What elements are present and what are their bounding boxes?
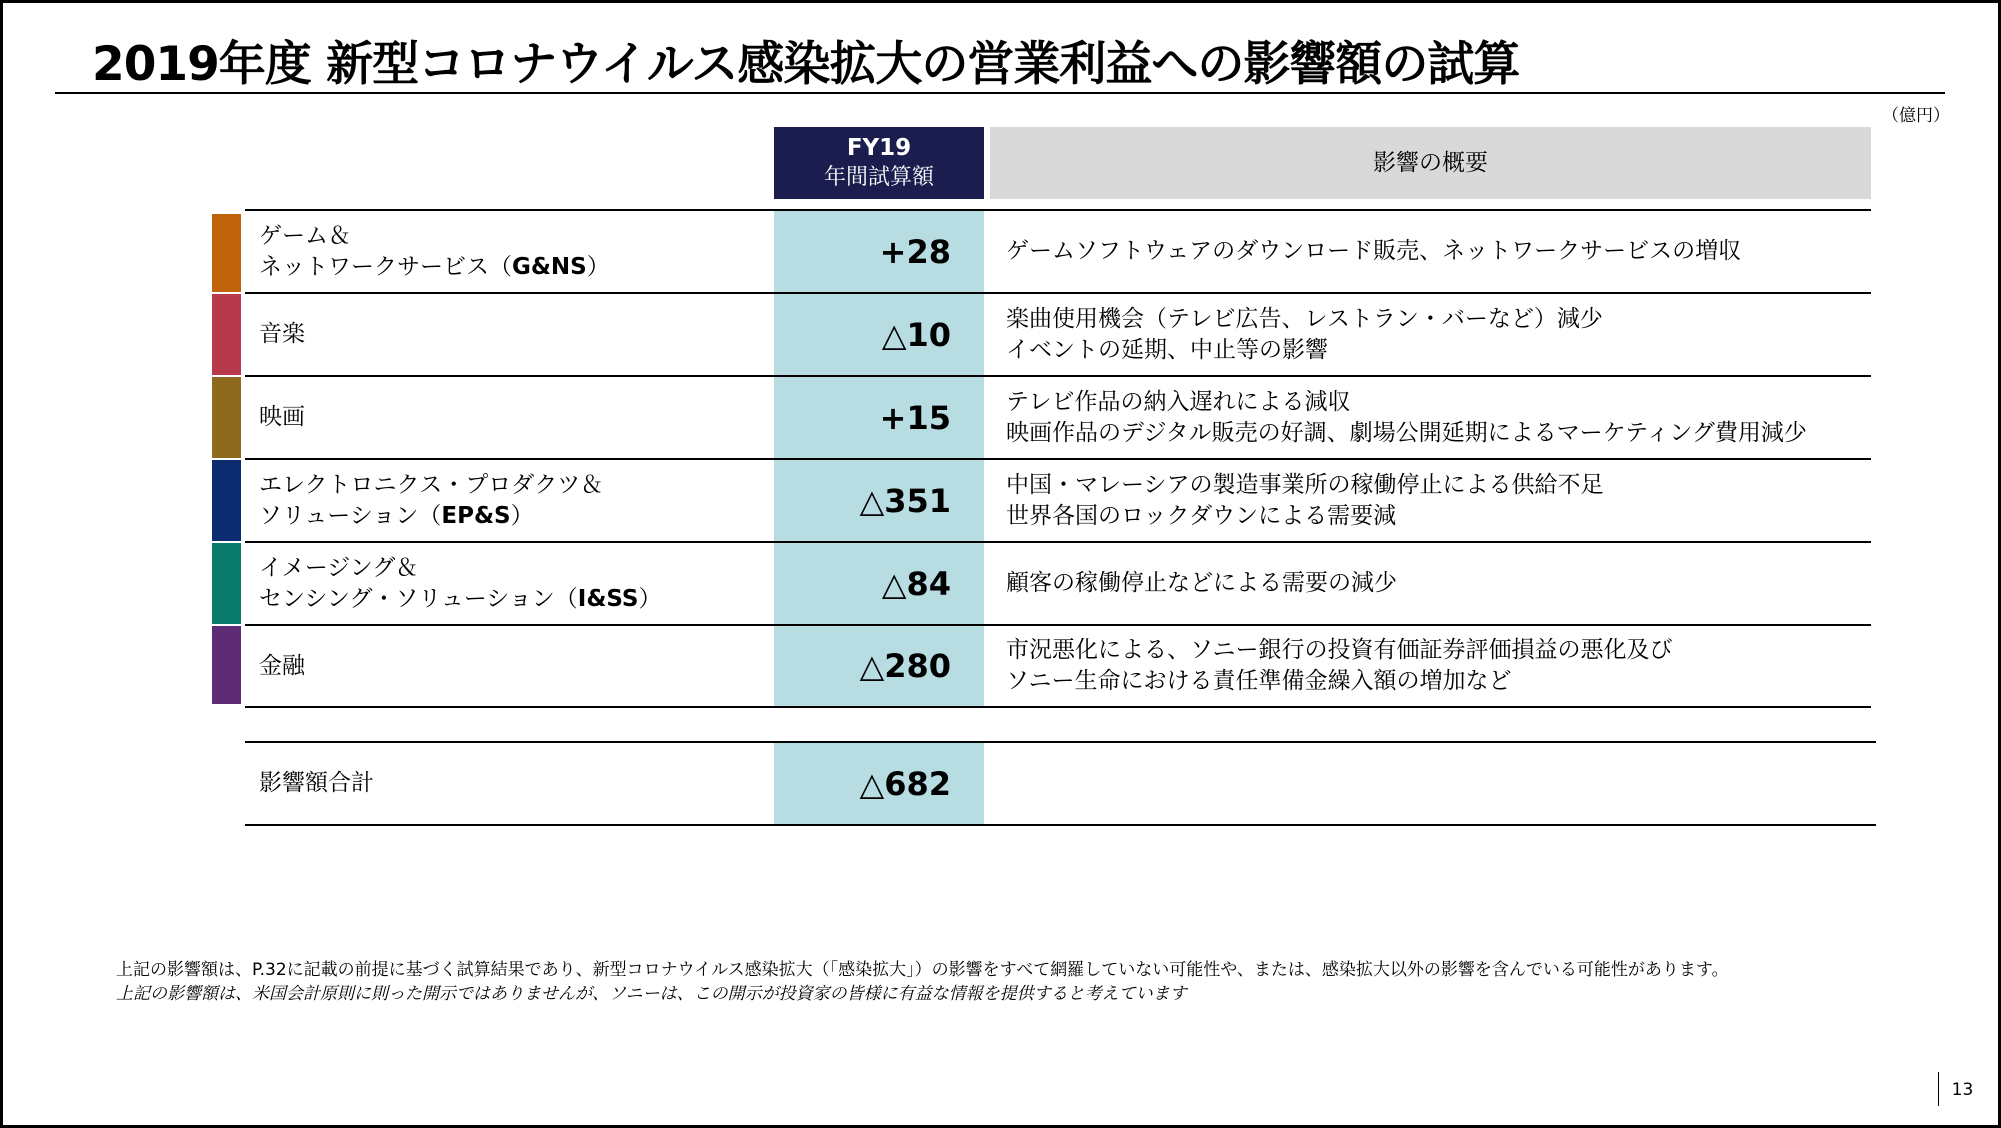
impact-summary-line2: ソニー生命における責任準備金繰入額の増加など: [1006, 668, 1512, 694]
table-row-financial: [0, 626, 2001, 706]
segment-name-suffix: ）: [638, 585, 662, 612]
impact-summary: [1006, 460, 1886, 541]
segment-name-prefix: センシング・ソリューション（: [259, 585, 578, 612]
segment-name-suffix: ）: [586, 253, 610, 280]
value-cell: [774, 211, 984, 292]
segment-color-bar: [212, 294, 241, 375]
value-cell: [774, 460, 984, 541]
impact-summary-line1: 中国・マレーシアの製造事業所の稼働停止による供給不足: [1006, 471, 1604, 498]
value-cell: [774, 294, 984, 375]
value: +28: [879, 232, 951, 271]
unit-label: （億円）: [1882, 106, 1950, 126]
segment-name: [259, 626, 759, 706]
fy19-header-sublabel: 年間試算額: [823, 165, 934, 190]
impact-summary: [1006, 377, 1886, 458]
value: +15: [879, 398, 951, 437]
segment-name-line1: 金融: [259, 652, 305, 679]
fy19-header-label: FY19: [846, 135, 912, 161]
impact-summary-line1: 顧客の稼働停止などによる需要の減少: [1006, 570, 1397, 596]
total-value: △682: [859, 764, 951, 803]
table-row-iss: [0, 543, 2001, 624]
segment-name: [259, 377, 759, 458]
summary-header: 影響の概要: [990, 127, 1871, 199]
impact-summary-line1: 市況悪化による、ソニー銀行の投資有価証券評価損益の悪化及び: [1006, 637, 1673, 663]
table-row-eps: [0, 460, 2001, 541]
segment-color-bar: [212, 626, 241, 704]
page-number: 13: [1951, 1080, 1974, 1100]
fy19-header: [774, 127, 984, 199]
segment-name-prefix: ソリューション（: [259, 502, 442, 529]
value-cell: [774, 377, 984, 458]
table-row-gns: [0, 211, 2001, 292]
footnote-2: 上記の影響額は、米国会計原則に則った開示ではありませんが、ソニーは、この開示が投資家の皆様に有益な情報を提供すると考えています: [116, 984, 1187, 1004]
page-number-divider: [1938, 1072, 1939, 1106]
segment-color-bar: [212, 377, 241, 458]
segment-name: [259, 211, 759, 292]
impact-summary-line1: ゲームソフトウェアのダウンロード販売、ネットワークサービスの増収: [1006, 238, 1742, 264]
segment-name-line1: エレクトロニクス・プロダクツ＆: [259, 471, 604, 498]
impact-summary: [1006, 626, 1886, 706]
impact-summary: [1006, 211, 1886, 292]
impact-summary: [1006, 543, 1886, 624]
segment-name-line1: 映画: [259, 404, 305, 430]
segment-name-prefix: ネットワークサービス（: [259, 253, 512, 280]
segment-name-line2: [259, 584, 759, 615]
segment-color-bar: [212, 543, 241, 624]
segment-name-line2: [259, 252, 759, 283]
segment-name-line2: [259, 501, 759, 532]
segment-name-line1: 音楽: [259, 321, 305, 347]
segment-name-line1: イメージング＆: [259, 554, 419, 581]
table-row-pictures: [0, 377, 2001, 458]
value: △84: [881, 564, 951, 603]
total-label: [259, 743, 759, 824]
segment-abbr: EP&S: [441, 502, 511, 529]
segment-name-suffix: ）: [510, 502, 534, 529]
value: △351: [859, 481, 951, 520]
slide-title: 2019年度 新型コロナウイルス感染拡大の営業利益への影響額の試算: [92, 37, 1520, 92]
total-label-text: 影響額合計: [259, 770, 374, 796]
segment-name: [259, 294, 759, 375]
impact-summary-line2: 映画作品のデジタル販売の好調、劇場公開延期によるマーケティング費用減少: [1006, 419, 1807, 446]
segment-color-bar: [212, 214, 241, 292]
segment-name: [259, 460, 759, 541]
impact-summary-line2: イベントの延期、中止等の影響: [1006, 336, 1328, 363]
impact-summary-line1: テレビ作品の納入遅れによる減収: [1006, 388, 1351, 415]
segment-abbr: G&NS: [512, 253, 587, 280]
footnote-1: 上記の影響額は、P.32に記載の前提に基づく試算結果であり、新型コロナウイルス感染拡大（「感染拡大」）の影響をすべて網羅していない可能性や、または、感染拡大以外の影響を含んでいる可能性があります。: [116, 960, 1729, 980]
value: △10: [881, 315, 951, 354]
segment-color-bar: [212, 460, 241, 541]
segment-name: [259, 543, 759, 624]
table-row-music: [0, 294, 2001, 375]
impact-summary: [1006, 294, 1886, 375]
table-rule: [245, 824, 1876, 826]
title-underline: [55, 92, 1945, 94]
segment-name-line1: ゲーム＆: [259, 222, 351, 249]
value-cell: [774, 626, 984, 706]
segment-abbr: I&SS: [577, 585, 639, 612]
total-value-cell: [774, 743, 984, 824]
impact-summary-line2: 世界各国のロックダウンによる需要減: [1006, 502, 1397, 529]
value-cell: [774, 543, 984, 624]
table-rule: [245, 706, 1871, 708]
value: △280: [859, 647, 951, 685]
impact-summary-line1: 楽曲使用機会（テレビ広告、レストラン・バーなど）減少: [1006, 305, 1603, 332]
table-row-total: [0, 743, 2001, 824]
